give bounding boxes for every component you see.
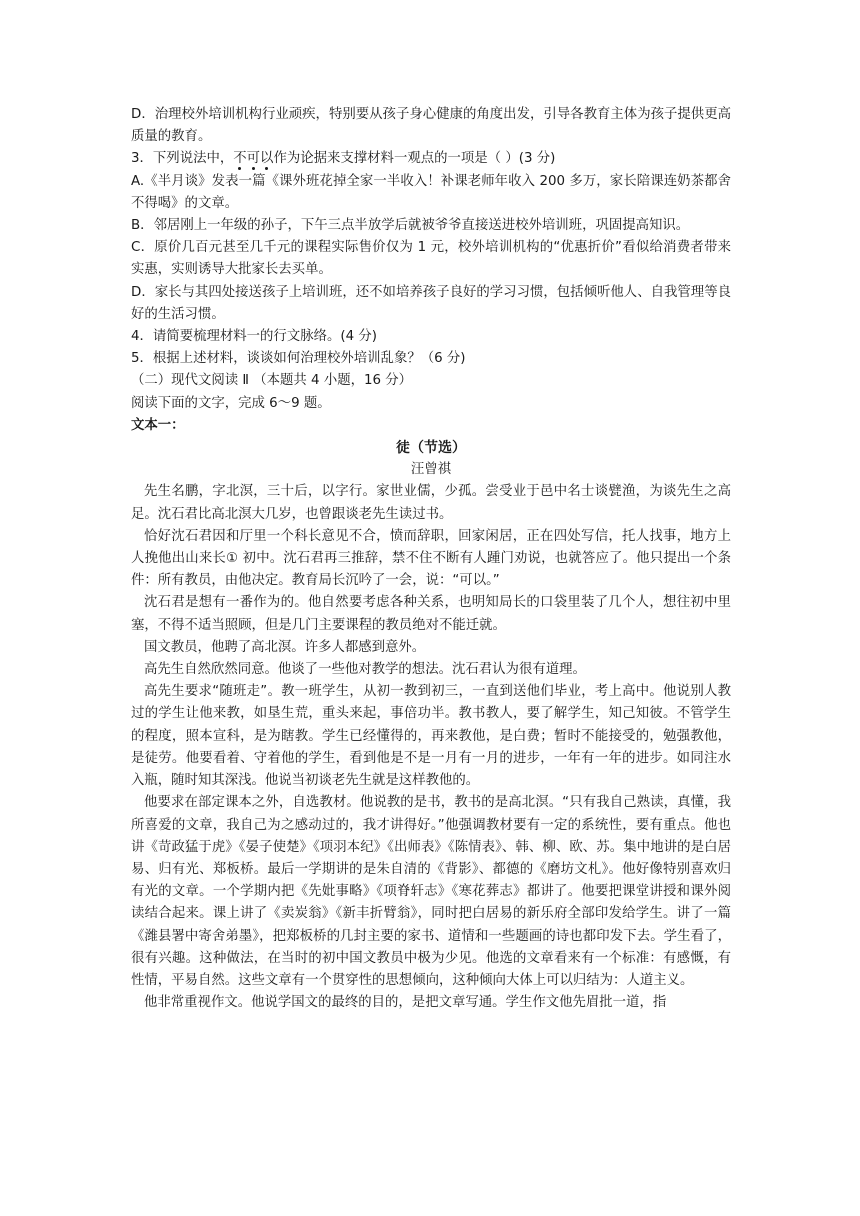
article-paragraph: 国文教员，他聘了高北溟。许多人都感到意外。 (144, 639, 426, 655)
question-3 (131, 148, 731, 170)
question-3-stem-pre: 3．下列说法中， (131, 151, 234, 167)
question-3-stem-post: 作为论据来支撑材料一观点的一项是（ ）(3 分) (273, 151, 556, 167)
article-author: 汪曾祺 (410, 462, 452, 478)
article-paragraph: 先生名鹏，字北溟，三十后，以字行。家世业儒，少孤。尝受业于邑中名士谈甓渔，为谈先生之高足。沈石君比高北溟大几岁，也曾跟谈老先生读过书。 (131, 484, 731, 522)
article-paragraph: 恰好沈石君因和厅里一个科长意见不合，愤而辞职，回家闲居，正在四处写信，托人找事，地方上人挽他出山来长① 初中。沈石君再三推辞，禁不住不断有人踵门劝说，也就答应了。他只提出一个条件：所有教员，由他决定。教育局长沉吟了一会，说：“可以。” (131, 528, 731, 589)
text-label: 文本一： (131, 417, 185, 433)
article-paragraph: 他非常重视作文。他说学国文的最终的目的，是把文章写通。学生作文他先眉批一道，指 (144, 995, 667, 1011)
emphasis-char-3: 以 (260, 151, 274, 167)
option-d-q2: D．治理校外培训机构行业顽疾，特别要从孩子身心健康的角度出发，引导各教育主体为孩子提供更高质量的教育。 (131, 107, 731, 145)
section-header: （二）现代文阅读 Ⅱ （本题共 4 小题，16 分） (131, 373, 413, 389)
article-paragraph: 高先生要求“随班走”。教一班学生，从初一教到初三，一直到送他们毕业，考上高中。他说别人教过的学生让他来教，如垦生荒，重头来起，事倍功半。教书教人，要了解学生，知己知彼。不管学生的程度，照本宣科，是为瞎教。学生已经懂得的，再来教他，是白费；暂时不能接受的，勉强教他，是徒劳。他要看着、守着他的学生，看到他是不是一月有一月的进步，一年有一年的进步。如同注水入瓶，随时知其深浅。他说当初谈老先生就是这样教他的。 (131, 684, 731, 789)
option-b-q3: B．邻居刚上一年级的孙子，下午三点半放学后就被爷爷直接送进校外培训班，巩固提高知识。 (131, 218, 690, 234)
emphasis-char-2: 可 (246, 151, 261, 167)
option-a-q3: A.《半月谈》发表一篇《课外班花掉全家一半收入！补课老师年收入 200 多万，家长陪课连奶茶都舍不得喝》的文章。 (131, 173, 731, 211)
option-c-q3: C．原价几百元甚至几千元的课程实际售价仅为 1 元，校外培训机构的“优惠折价”看似给消费者带来实惠，实则诱导大批家长去买单。 (131, 240, 731, 278)
article-paragraph: 沈石君是想有一番作为的。他自然要考虑各种关系，也明知局长的口袋里装了几个人，想往初中里塞，不得不适当照顾，但是几门主要课程的教员绝对不能迁就。 (131, 595, 731, 633)
article-title: 徒（节选） (396, 440, 466, 457)
question-5: 5．根据上述材料，谈谈如何治理校外培训乱象？（6 分) (131, 351, 466, 367)
article-paragraph: 高先生自然欣然同意。他谈了一些他对教学的想法。沈石君认为很有道理。 (144, 662, 586, 678)
emphasis-char-1: 不 (233, 151, 247, 167)
option-d-q3: D．家长与其四处接送孩子上培训班，还不如培养孩子良好的学习习惯，包括倾听他人、自我管理等良好的生活习惯。 (131, 284, 731, 322)
article-paragraph: 他要求在部定课本之外，自选教材。他说教的是书，教书的是高北溟。“只有我自己熟读，真懂，我所喜爱的文章，我自己为之感动过的，我才讲得好。”他强调教材要有一定的系统性，要有重点。他也讲《苛政猛于虎》《晏子使楚》《项羽本纪》《出师表》《陈情表》、韩、柳、欧、苏。集中地讲的是白居易、归有光、郑板桥。最后一学期讲的是朱自清的《背影》、都德的《磨坊文札》。他好像特别喜欢归有光的文章。一个学期内把《先妣事略》《项脊轩志》《寒花葬志》都讲了。他要把课堂讲授和课外阅读结合起来。课上讲了《卖炭翁》《新丰折臂翁》，同时把白居易的新乐府全部印发给学生。讲了一篇《潍县署中寄舍弟墨》，把郑板桥的几封主要的家书、道情和一些题画的诗也都印发下去。学生看了，很有兴趣。这种做法，在当时的初中国文教员中极为少见。他选的文章看来有一个标准：有感慨，有性情，平易自然。这些文章有一个贯穿性的思想倾向，这种倾向大体上可以归结为：人道主义。 (131, 795, 731, 988)
question-4: 4．请简要梳理材料一的行文脉络。(4 分) (131, 329, 377, 345)
document-page (131, 104, 731, 1014)
reading-instruction: 阅读下面的文字，完成 6～9 题。 (131, 395, 331, 411)
